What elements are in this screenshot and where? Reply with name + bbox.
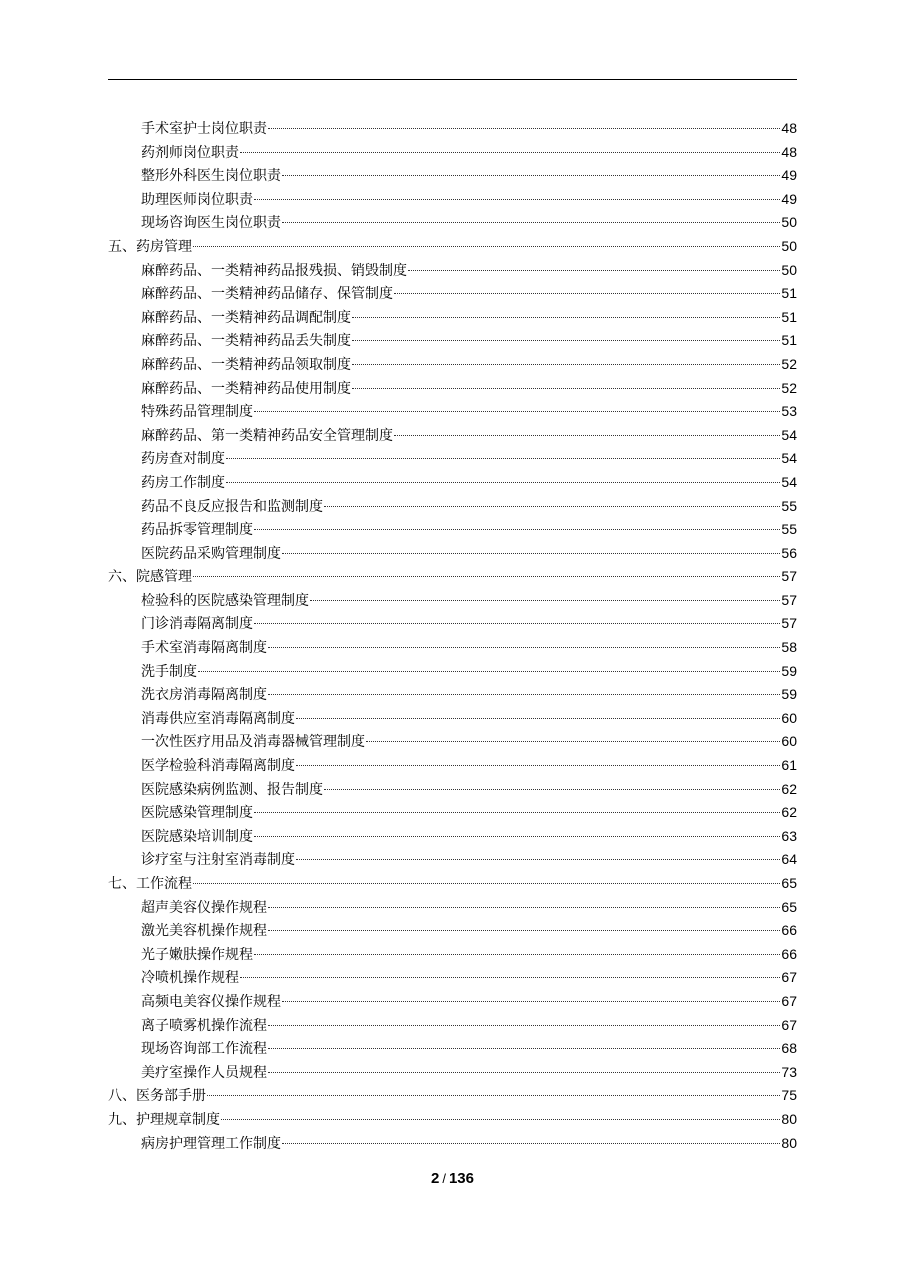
toc-entry-page-number: 80 [781,1134,797,1151]
toc-dot-leader [226,482,780,483]
toc-entry-title: 洗手制度 [141,663,197,680]
toc-dot-leader [268,1025,780,1026]
toc-dot-leader [296,859,780,860]
toc-entry[interactable] [108,754,797,778]
toc-entry[interactable] [108,117,797,141]
toc-dot-leader [268,128,780,129]
toc-dot-leader [282,1001,780,1002]
toc-dot-leader [254,623,780,624]
toc-entry-page-number: 52 [781,355,797,372]
toc-entry-page-number: 53 [781,403,797,420]
page-separator: / [442,1171,446,1186]
toc-entry-page-number: 55 [781,521,797,538]
toc-dot-leader [282,1143,780,1144]
toc-entry-page-number: 48 [781,143,797,160]
toc-entry-title: 麻醉药品、一类精神药品使用制度 [141,380,351,397]
toc-entry-title: 医院感染管理制度 [141,805,253,822]
toc-entry-title: 离子喷雾机操作流程 [141,1017,267,1034]
toc-entry-title: 超声美容仪操作规程 [141,899,267,916]
toc-entry-page-number: 59 [781,686,797,703]
toc-entry-title: 手术室护士岗位职责 [141,121,267,137]
toc-section-entry[interactable] [108,1084,797,1108]
toc-entry-page-number: 57 [781,568,797,585]
toc-entry-title: 医学检验科消毒隔离制度 [141,758,295,775]
toc-dot-leader [193,576,780,577]
toc-entry-title: 七、工作流程 [108,876,192,892]
toc-dot-leader [394,435,780,436]
toc-entry-title: 九、护理规章制度 [108,1111,220,1128]
toc-entry[interactable] [108,778,797,802]
toc-entry-title: 检验科的医院感染管理制度 [141,592,309,609]
toc-dot-leader [268,907,780,908]
toc-dot-leader [240,977,780,978]
toc-entry[interactable] [108,943,797,967]
toc-entry-title: 特殊药品管理制度 [141,404,253,421]
toc-entry[interactable] [108,1132,797,1156]
toc-entry[interactable] [108,636,797,660]
toc-entry-title: 五、药房管理 [108,238,192,255]
toc-dot-leader [193,883,780,884]
toc-entry[interactable] [108,141,797,165]
toc-entry-title: 医院药品采购管理制度 [141,545,281,562]
toc-entry-page-number: 54 [781,473,797,490]
toc-entry-title: 药房查对制度 [141,451,225,468]
toc-entry-page-number: 66 [781,922,797,939]
toc-entry[interactable] [108,471,797,495]
toc-dot-leader [352,364,780,365]
toc-dot-leader [226,458,780,459]
toc-entry[interactable] [108,707,797,731]
toc-entry-page-number: 57 [781,591,797,608]
toc-entry[interactable] [108,1037,797,1061]
toc-entry-title: 手术室消毒隔离制度 [141,640,267,657]
toc-entry-page-number: 73 [781,1063,797,1080]
toc-entry[interactable] [108,542,797,566]
toc-entry[interactable] [108,353,797,377]
toc-entry-page-number: 67 [781,969,797,986]
toc-entry-title: 麻醉药品、一类精神药品报残损、销毁制度 [141,262,407,279]
toc-dot-leader [254,529,780,530]
toc-entry-title: 医院感染病例监测、报告制度 [141,781,323,798]
toc-dot-leader [296,718,780,719]
toc-entry-page-number: 64 [781,851,797,868]
toc-entry-page-number: 50 [781,214,797,231]
toc-entry-title: 高频电美容仪操作规程 [141,993,281,1010]
toc-entry-page-number: 51 [781,285,797,302]
toc-entry-title: 药品拆零管理制度 [141,522,253,539]
toc-dot-leader [240,152,780,153]
toc-entry[interactable] [108,259,797,283]
toc-entry[interactable] [108,518,797,542]
toc-entry[interactable] [108,896,797,920]
toc-section-entry[interactable] [108,565,797,589]
toc-dot-leader [268,1048,780,1049]
toc-entry-page-number: 52 [781,379,797,396]
toc-entry-page-number: 65 [781,875,797,891]
toc-entry-page-number: 60 [781,709,797,726]
table-of-contents [108,117,797,1155]
toc-entry-title: 消毒供应室消毒隔离制度 [141,710,295,727]
toc-entry-page-number: 55 [781,497,797,514]
toc-dot-leader [254,411,780,412]
toc-dot-leader [394,293,780,294]
toc-dot-leader [282,222,780,223]
toc-entry-title: 光子嫩肤操作规程 [141,946,253,963]
toc-dot-leader [254,812,780,813]
page-footer [0,1170,905,1187]
toc-entry-title: 门诊消毒隔离制度 [141,616,253,633]
toc-entry-title: 洗衣房消毒隔离制度 [141,687,267,704]
toc-entry[interactable] [108,589,797,613]
toc-entry-title: 六、院感管理 [108,569,192,586]
toc-section-entry[interactable] [108,235,797,259]
total-pages: 136 [448,1170,474,1187]
toc-dot-leader [268,647,780,648]
toc-entry-title: 八、医务部手册 [108,1088,206,1105]
toc-entry-page-number: 49 [781,190,797,207]
toc-entry-page-number: 75 [781,1087,797,1104]
toc-entry[interactable] [108,990,797,1014]
toc-entry-title: 冷喷机操作规程 [141,970,239,987]
toc-entry-page-number: 63 [781,827,797,844]
toc-dot-leader [408,270,780,271]
toc-dot-leader [193,246,780,247]
toc-entry-title: 麻醉药品、一类精神药品调配制度 [141,309,351,326]
toc-entry-title: 药剂师岗位职责 [141,144,239,161]
toc-entry-page-number: 51 [781,308,797,325]
toc-entry-page-number: 48 [781,120,797,136]
toc-entry-page-number: 57 [781,615,797,632]
toc-entry-page-number: 68 [781,1040,797,1057]
toc-entry[interactable] [108,282,797,306]
toc-entry-page-number: 58 [781,639,797,656]
toc-entry-page-number: 80 [781,1110,797,1127]
toc-entry-page-number: 65 [781,898,797,915]
toc-dot-leader [352,388,780,389]
toc-entry[interactable] [108,306,797,330]
toc-entry-page-number: 49 [781,167,797,184]
toc-entry-page-number: 50 [781,261,797,278]
toc-dot-leader [324,506,780,507]
toc-entry[interactable] [108,377,797,401]
toc-entry[interactable] [108,919,797,943]
toc-entry-title: 医院感染培训制度 [141,828,253,845]
toc-dot-leader [324,789,780,790]
toc-entry-title: 整形外科医生岗位职责 [141,168,281,185]
toc-dot-leader [352,340,780,341]
toc-entry-title: 一次性医疗用品及消毒器械管理制度 [141,734,365,751]
toc-dot-leader [254,199,780,200]
current-page-number: 2 [431,1170,440,1187]
toc-dot-leader [282,175,780,176]
toc-entry-title: 诊疗室与注射室消毒制度 [141,852,295,869]
toc-entry-title: 麻醉药品、一类精神药品丢失制度 [141,333,351,350]
toc-dot-leader [221,1119,780,1120]
toc-dot-leader [366,741,780,742]
toc-entry-title: 麻醉药品、一类精神药品领取制度 [141,356,351,373]
toc-dot-leader [268,694,780,695]
toc-entry[interactable] [108,660,797,684]
toc-entry-title: 药房工作制度 [141,474,225,491]
toc-entry[interactable] [108,400,797,424]
toc-entry-page-number: 67 [781,1016,797,1033]
toc-entry-page-number: 56 [781,544,797,561]
toc-entry-page-number: 54 [781,450,797,467]
toc-entry[interactable] [108,164,797,188]
toc-dot-leader [207,1095,780,1096]
toc-entry-title: 现场咨询部工作流程 [141,1041,267,1058]
toc-entry-title: 美疗室操作人员规程 [141,1064,267,1081]
toc-entry[interactable] [108,188,797,212]
toc-dot-leader [296,765,780,766]
toc-dot-leader [198,671,780,672]
toc-dot-leader [352,317,780,318]
toc-entry[interactable] [108,495,797,519]
toc-entry[interactable] [108,1014,797,1038]
toc-entry-page-number: 66 [781,945,797,962]
toc-entry-page-number: 62 [781,804,797,821]
toc-dot-leader [310,600,780,601]
toc-entry-title: 麻醉药品、一类精神药品储存、保管制度 [141,286,393,303]
toc-entry-title: 药品不良反应报告和监测制度 [141,498,323,515]
toc-entry[interactable] [108,329,797,353]
toc-entry-page-number: 59 [781,662,797,679]
toc-entry[interactable] [108,966,797,990]
toc-entry[interactable] [108,1061,797,1085]
toc-entry-page-number: 67 [781,992,797,1009]
toc-entry-title: 麻醉药品、第一类精神药品安全管理制度 [141,427,393,444]
toc-entry-page-number: 54 [781,426,797,443]
toc-entry-title: 病房护理管理工作制度 [141,1135,281,1152]
toc-entry[interactable] [108,683,797,707]
toc-entry-page-number: 60 [781,733,797,750]
toc-entry-title: 激光美容机操作规程 [141,923,267,940]
toc-entry-page-number: 50 [781,237,797,254]
toc-section-entry[interactable] [108,872,797,896]
toc-dot-leader [268,930,780,931]
toc-entry[interactable] [108,801,797,825]
toc-entry-title: 助理医师岗位职责 [141,191,253,208]
header-rule [108,79,797,80]
toc-entry[interactable] [108,848,797,872]
toc-entry[interactable] [108,424,797,448]
toc-entry-title: 现场咨询医生岗位职责 [141,215,281,232]
toc-entry[interactable] [108,730,797,754]
toc-dot-leader [268,1072,780,1073]
toc-dot-leader [254,836,780,837]
toc-dot-leader [282,553,780,554]
toc-entry-page-number: 61 [781,757,797,774]
toc-entry[interactable] [108,825,797,849]
toc-section-entry[interactable] [108,1108,797,1132]
toc-entry[interactable] [108,211,797,235]
toc-dot-leader [254,954,780,955]
toc-entry-page-number: 51 [781,332,797,349]
toc-entry[interactable] [108,612,797,636]
toc-entry-page-number: 62 [781,780,797,797]
toc-entry[interactable] [108,447,797,471]
